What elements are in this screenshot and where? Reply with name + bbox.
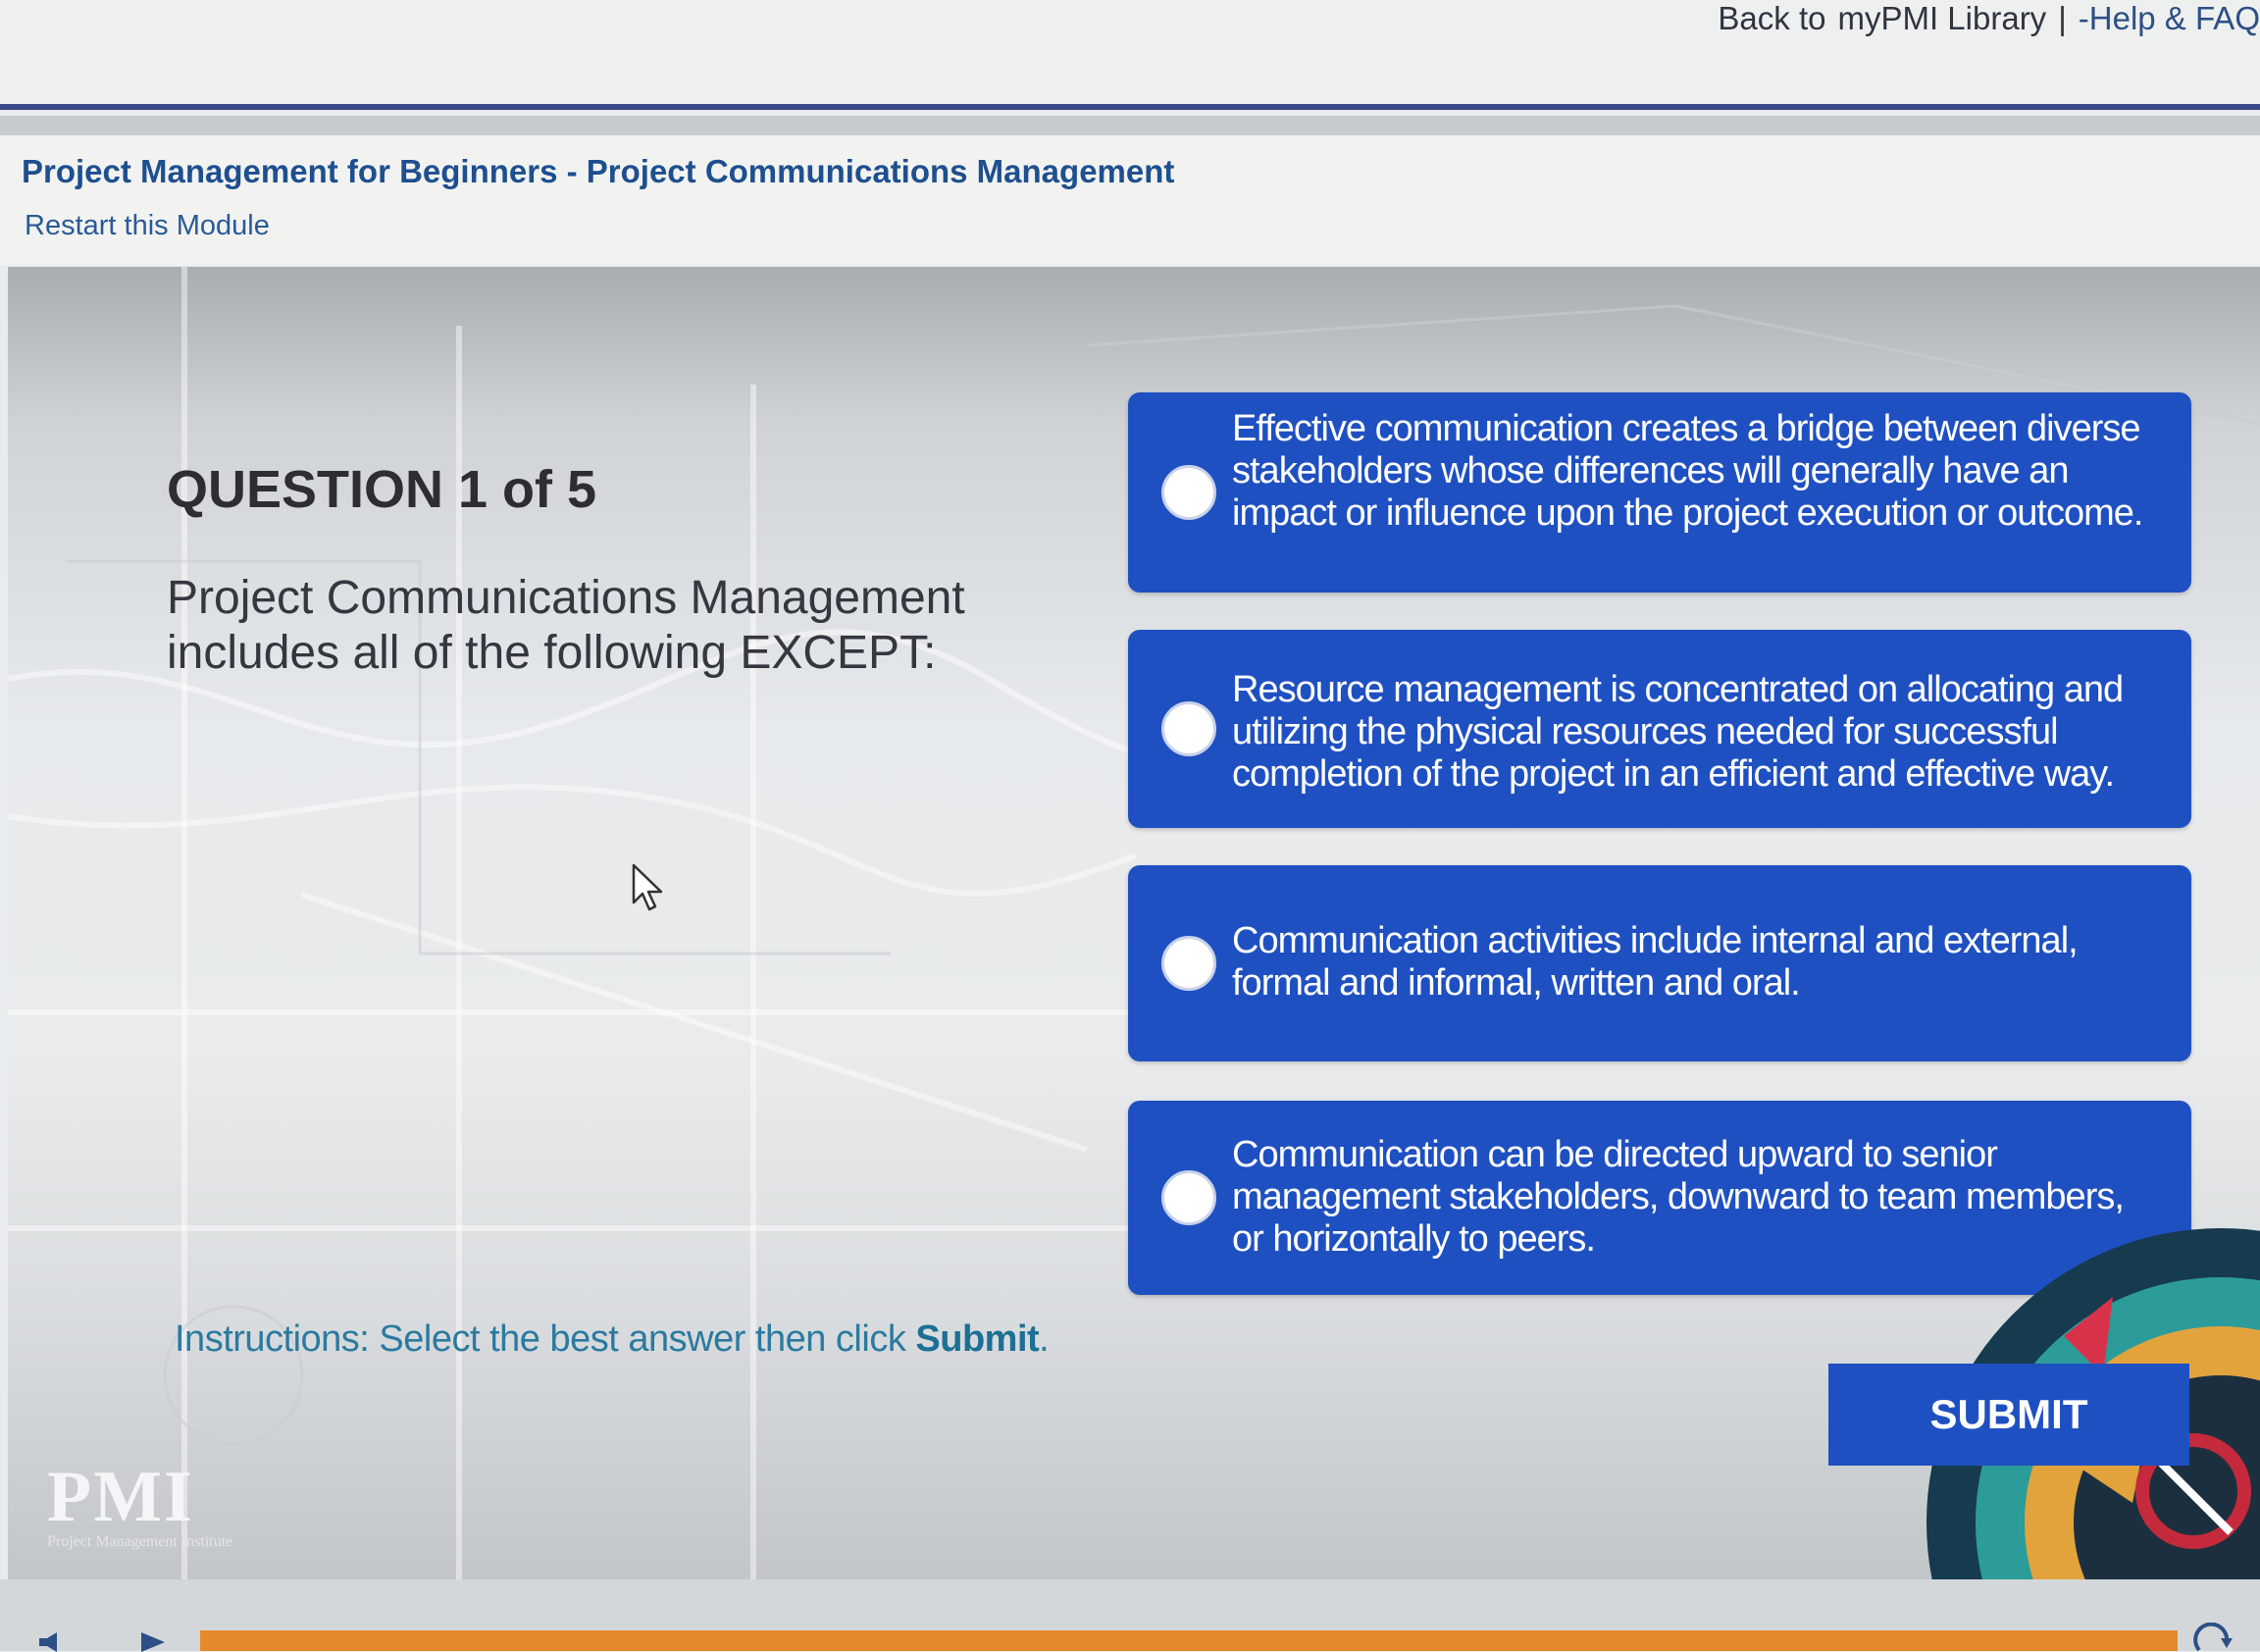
divider-strip — [0, 116, 2260, 135]
pmi-logo — [47, 1456, 232, 1551]
radio-circle-icon[interactable] — [1161, 1170, 1216, 1225]
question-text: Project Communications Management includes all of the following EXCEPT: — [167, 572, 965, 679]
quiz-stage — [8, 267, 2260, 1579]
instructions-prefix: Instructions: Select the best answer then click — [175, 1318, 906, 1360]
radio-circle-icon[interactable] — [1161, 936, 1216, 991]
progress-bar[interactable] — [200, 1630, 2178, 1651]
link-separator: | — [2058, 0, 2067, 36]
answer-option-1[interactable] — [1128, 392, 2191, 593]
answer-option-text: Resource management is concentrated on allocating and utilizing the physical resources needed for successful completion of the project in an efficient and effective way. — [1232, 669, 2124, 795]
mypmi-library-link[interactable]: myPMI Library — [1837, 0, 2047, 36]
top-bar — [0, 0, 2260, 110]
answer-option-2[interactable] — [1128, 630, 2191, 828]
pmi-logo-subtitle: Project Management Institute — [47, 1533, 233, 1550]
answer-option-text: Communication can be directed upward to senior management stakeholders, downward to team members, or horizontally to peers. — [1232, 1134, 2124, 1260]
top-links — [1718, 0, 2260, 37]
radio-circle-icon[interactable] — [1161, 465, 1216, 520]
replay-icon[interactable] — [2191, 1623, 2234, 1652]
module-header — [0, 135, 2260, 265]
back-to-prefix: Back to — [1718, 0, 1826, 36]
help-faq-link[interactable]: -Help & FAQ — [2078, 0, 2260, 36]
play-icon[interactable] — [137, 1632, 167, 1652]
answer-option-text: Communication activities include internal and external, formal and informal, written and oral. — [1232, 920, 2078, 1004]
submit-button[interactable]: SUBMIT — [1828, 1364, 2189, 1466]
player-controls-bar — [0, 1579, 2260, 1651]
instructions-text: Instructions: Select the best answer then click Submit. — [175, 1318, 1050, 1360]
course-title: Project Management for Beginners - Project Communications Management — [22, 153, 1175, 189]
mouse-pointer-icon — [632, 863, 665, 912]
question-heading: QUESTION 1 of 5 — [167, 460, 597, 519]
volume-icon[interactable] — [39, 1632, 78, 1652]
instructions-submit-emphasis: Submit — [915, 1318, 1040, 1360]
answer-option-3[interactable] — [1128, 865, 2191, 1061]
restart-module-link[interactable]: Restart this Module — [25, 210, 270, 241]
radio-circle-icon[interactable] — [1161, 701, 1216, 756]
answer-option-text: Effective communication creates a bridge between diverse stakeholders whose differences will generally have an impact or influence upon the project execution or outcome. — [1232, 408, 2143, 534]
pmi-logo-mark: PMI — [47, 1457, 194, 1537]
